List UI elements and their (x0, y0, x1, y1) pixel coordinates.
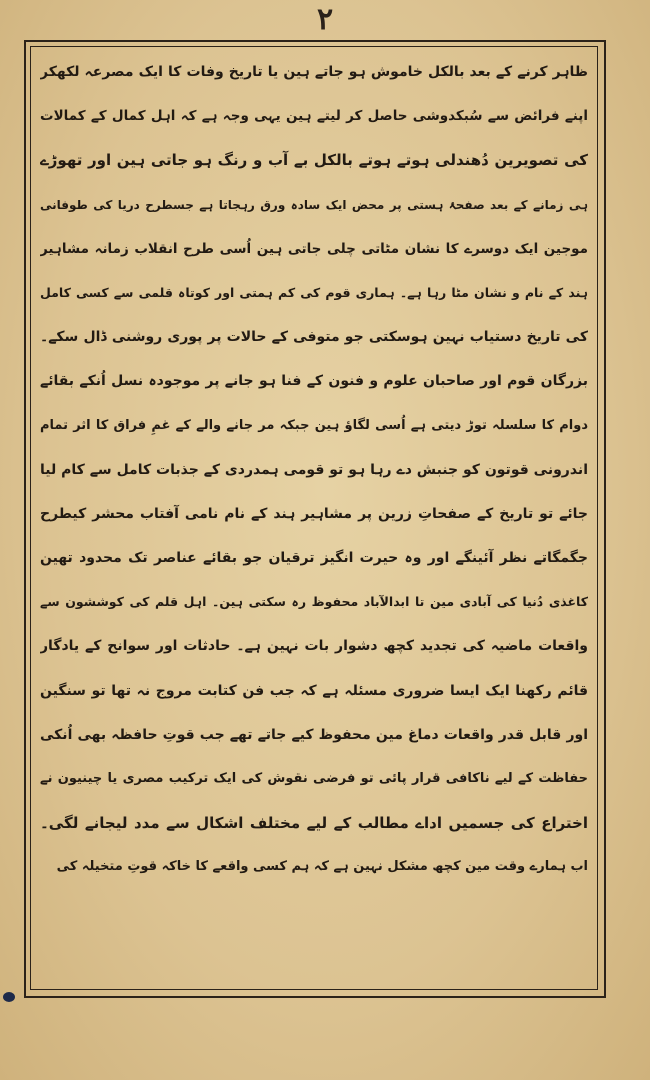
text-line: قائم رکھنا ایک ایسا ضروری مسئلہ ہے کہ جب فن کتابت مروج نہ تھا تو سنگین (40, 682, 588, 699)
ink-blot (3, 992, 15, 1002)
text-line: ظاہر کرنے کے بعد بالکل خاموش ہو جاتے ہین یا تاریخ وفات کا ایک مصرعہ لکھکر (40, 64, 588, 80)
text-line: اندرونی قوتون کو جنبش دے رہا ہو تو قومی ہمدردی کے جذبات کامل سے کام لیا (40, 461, 588, 478)
text-line: بزرگان قوم اور صاحبان علوم و فنون کے فنا ہو جانے پر موجودہ نسل اُنکے بقائے (40, 373, 588, 390)
text-line: موجین ایک دوسرے کا نشان مٹاتی چلی جاتی ہین اُسی طرح انقلاب زمانہ مشاہیر (40, 240, 588, 257)
text-line: کی تصویرین دُھندلی ہوتے ہوتے بالکل بے آب و رنگ ہو جاتی ہین اور تھوڑے (40, 151, 588, 170)
text-line: ہند کے نام و نشان مٹا رہا ہے۔ ہماری قوم کی کم ہمتی اور کوتاہ قلمی سے کسی کامل (40, 284, 588, 300)
text-line: کی تاریخ دستیاب نہین ہوسکتی جو متوفی کے حالات پر پوری روشنی ڈال سکے۔ (40, 329, 588, 346)
urdu-text-block (40, 50, 588, 980)
text-line: جگمگاتے نظر آئینگے اور وہ حیرت انگیز ترقیان جو بقائے عناصر تک محدود تھین (40, 550, 588, 567)
text-line: اور قابل قدر واقعات دماغ مین محفوظ کیے جاتے تھے جب قوتِ حافظہ بھی اُنکی (40, 726, 588, 743)
page-number: ۲ (316, 2, 334, 37)
text-line: جائے تو تاریخ کے صفحاتِ زرین پر مشاہیر ہند کے نام نامی آفتاب محشر کیطرح (40, 505, 588, 522)
text-line: کاغذی دُنیا کی آبادی مین تا ابدالآباد محفوظ رہ سکتی ہین۔ اہل قلم کی کوششون سے (40, 594, 588, 610)
text-line: دوام کا سلسلہ توڑ دیتی ہے اُسی لگاؤ ہین جبکہ مر جانے والے کے غمِ فراق کا اثر تمام (40, 417, 588, 433)
text-line: ہی زمانے کے بعد صفحۂ ہستی پر محض ایک سادہ ورق رہجاتا ہے جسطرح دریا کی طوفانی (40, 197, 588, 212)
text-line: اپنے فرائض سے سُبکدوشی حاصل کر لیتے ہین یہی وجہ ہے کہ اہل کمال کے کمالات (40, 108, 588, 125)
text-line: واقعات ماضیہ کی تجدید کچھ دشوار بات نہین ہے۔ حادثات اور سوانح کے یادگار (40, 638, 588, 655)
text-line: اختراع کی جسمیں اداے مطالب کے لیے مختلف اشکال سے مدد لیجانے لگی۔ (40, 814, 588, 833)
text-line: حفاظت کے لیے ناکافی قرار پائی تو فرضی نقوش کی ایک ترکیب مصری یا چینیون نے (40, 771, 588, 786)
text-line: اب ہمارے وقت مین کچھ مشکل نہین ہے کہ ہم کسی واقعے کا خاکہ قوتِ متخیلہ کی (56, 859, 588, 875)
